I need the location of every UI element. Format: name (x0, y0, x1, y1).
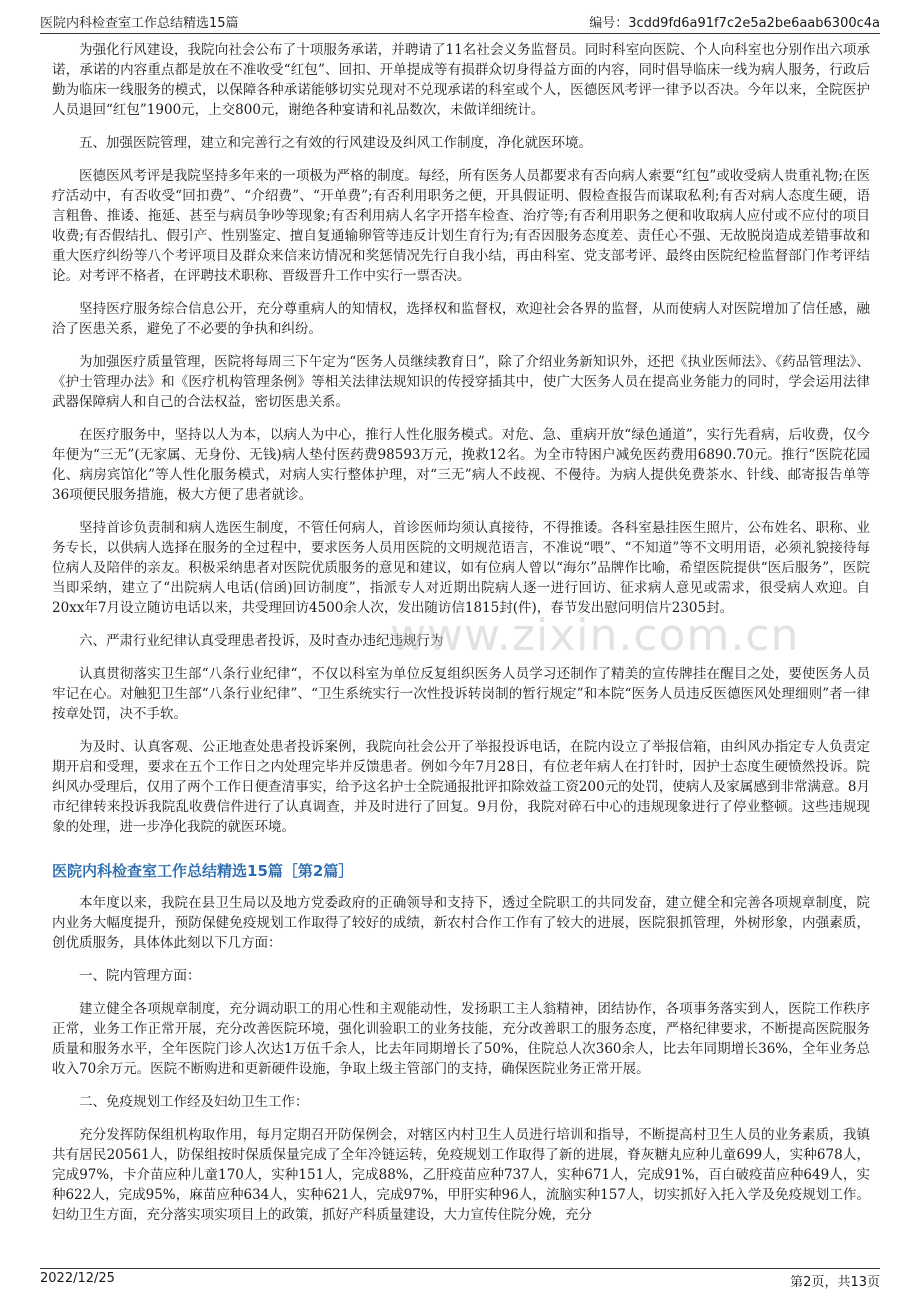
paragraph: 在医疗服务中，坚持以人为本，以病人为中心，推行人性化服务模式。对危、急、重病开放“绿色通道”，实行先看病，后收费，仅今年便为“三无”(无家属、无身份、无钱)病人垫付医药费98593万元，挽救12名。为全市特困户减免医药费用6890.70元。推行“医院花园化、病房宾馆化”等人性化服务模式，对病人实行整体护理，对“三无”病人不歧视、不僈待。为病人提供免费茶水、针线、邮寄报告单等36项便民服务措施，极大方便了患者就诊。 (52, 427, 870, 503)
section-heading: 五、加强医院管理，建立和完善行之有效的行风建设及纠风工作制度，净化就医环境。 (79, 135, 592, 151)
document-body (52, 40, 870, 1238)
watermark: www.zixin.com.cn (390, 610, 800, 661)
section-heading: 六、严肃行业纪律认真受理患者投诉，及时查办违纪违规行为 (79, 633, 444, 649)
footer-rule (40, 1268, 880, 1269)
footer-page-info: 第2页，共13页 (790, 1275, 880, 1290)
header-rule (40, 33, 880, 34)
paragraph: 充分发挥防保组机构取作用，每月定期召开防保例会，对辖区内村卫生人员进行培训和指导，不断提高村卫生人员的业务素质，我镇共有居民20561人，防保组按时保质保量完成了全年冷链运转，免疫规划工作取得了新的进展，脊灰糖丸应种儿童699人，实种678人，完成97%，卡介苗应种儿童170人，实种151人，完成88%，乙肝疫苗应种737人，实种671人，完成91%，百白破疫苗应种649人，实种622人，完成95%，麻苗应种634人，实种621人，完成97%，甲肝实种96人，流脑实种157人，切实抓好入托入学及免疫规划工作。妇幼卫生方面，充分落实项实项目上的政策，抓好产科质量建设，大力宣传住院分娩，充分 (52, 1127, 870, 1223)
header-doc-code: 编号：3cdd9fd6a91f7c2e5a2be6aab6300c4a (589, 16, 880, 31)
paragraph: 为强化行风建设，我院向社会公布了十项服务承诺，并聘请了11名社会义务监督员。同时科室向医院、个人向科室也分别作出六项承诺，承诺的内容重点都是放在不准收受“红包”、回扣、开单提成等有损群众切身得益方面的内容，同时倡导临床一线为病人服务，行政后勤为临床一线服务的模式，以保障各种承诺能够切实兑现对不兑现承诺的科室或个人，医德医风考评一律予以否决。今年以来，全院医护人员退回“红包”1900元，上交800元，谢绝各种宴请和礼品数次，未做详细统计。 (52, 42, 870, 118)
paragraph: 为及时、认真客观、公正地查处患者投诉案例，我院向社会公开了举报投诉电话，在院内设立了举报信箱，由纠风办指定专人负责定期开启和受理，要求在五个工作日之内处理完毕并反馈患者。例如今年7月28日，有位老年病人在打针时，因护士态度生硬愤然投诉。院纠风办受理后，仅用了两个工作日便查清事实，给予这名护士全院通报批评扣除效益工资200元的处罚，使病人及家属感到非常满意。8月市纪律转来投诉我院乱收费信件进行了认真调查，并及时进行了回复。9月份，我院对碎石中心的违规现象进行了停业整顿。这些违规现象的处理，进一步净化我院的就医环境。 (52, 739, 870, 835)
paragraph: 认真贯彻落实卫生部“八条行业纪律“，不仅以科室为单位反复组织医务人员学习还制作了精美的宣传牌挂在醒目之处，要使医务人员牢记在心。对触犯卫生部“八条行业纪律”、“卫生系统实行一次性投诉转岗制的暂行规定”和本院“医务人员违反医德医风处理细则”者一律按章处罚，决不手软。 (52, 666, 870, 722)
paragraph: 医德医风考评是我院坚持多年来的一项极为严格的制度。每经，所有医务人员都要求有否向病人索要“红包”或收受病人贵重礼物;在医疗活动中，有否收受“回扣费”、“介绍费”、“开单费”;有否利用职务之便，开具假证明、假检查报告而谋取私利;有否对病人态度生硬，语言粗鲁、推诿、拖延、甚至与病员争吵等现象;有否利用病人名字开搭车检查、治疗等;有否利用职务之便和收取病人应付或不应付的项目收费;有否假结扎、假引产、性别鉴定、擅自复通输卵管等违反计划生育行为;有否因服务态度差、责任心不强、无故脱岗造成差错事故和重大医疗纠纷等八个考评项目及群众来信来访情况和奖惩情况先行自我小结，再由科室、党支部考评、最终由医院纪检监督部门作考评结论。对考评不格者，在评聘技术职称、晋级晋升工作中实行一票否决。 (52, 168, 870, 284)
paragraph: 本年度以来，我院在县卫生局以及地方党委政府的正确领导和支持下，透过全院职工的共同发奋，建立健全和完善各项规章制度，院内业务大幅度提升，预防保健免疫规划工作取得了较好的成绩，新农村合作工作有了较大的进展，医院狠抓管理，外树形象，内强素质，创优质服务，具体体此刻以下几方面： (52, 895, 870, 951)
article-title: 医院内科检查室工作总结精选15篇［第2篇］ (52, 862, 354, 880)
paragraph: 建立健全各项规章制度，充分调动职工的用心性和主观能动性，发扬职工主人翁精神，团结协作，各项事务落实到人，医院工作秩序正常，业务工作正常开展，充分改善医院环境，强化训验职工的业务技能，充分改善职工的服务态度，严格纪律要求，不断提高医院服务质量和服务水平，全年医院门诊人次达1万伍千余人，比去年同期增长了50%，住院总人次360余人，比去年同期增长36%，全年业务总收入70余万元。医院不断购进和更新硬件设施，争取上级主管部门的支持，确保医院业务正常开展。 (52, 1001, 870, 1077)
paragraph: 坚持首诊负责制和病人选医生制度，不管任何病人，首诊医师均须认真接待，不得推诿。各科室悬挂医生照片，公布姓名、职称、业务专长，以供病人选择在服务的全过程中，要求医务人员用医院的文明规范语言，不准说“喂”、“不知道”等不文明用语，必须礼貌接待每位病人及陪伴的亲友。积极采纳患者对医院优质服务的意见和建议，如有位病人曾以“海尔”品牌作比喻，希望医院提供“医后服务”，医院当即采纳，建立了“出院病人电话(信函)回访制度”，指派专人对近期出院病人逐一进行回访、征求病人意见或需求，很受病人欢迎。自20xx年7月设立随访电话以来，共受理回访4500余人次，发出随访信1815封(件)，春节发出慰问明信片2305封。 (52, 520, 870, 616)
paragraph: 为加强医疗质量管理，医院将每周三下午定为“医务人员继续教育日”，除了介绍业务新知识外，还把《执业医师法》、《药品管理法》、《护士管理办法》和《医疗机构管理条例》等相关法律法规知识的传授穿插其中，使广大医务人员在提高业务能力的同时，学会运用法律武器保障病人和自己的合法权益，密切医患关系。 (52, 354, 870, 410)
footer-date: 2022/12/25 (40, 1271, 115, 1286)
header-doc-title: 医院内科检查室工作总结精选15篇 (40, 16, 239, 31)
section-heading: 一、院内管理方面： (79, 968, 201, 984)
paragraph: 坚持医疗服务综合信息公开，充分尊重病人的知情权，选择权和监督权，欢迎社会各界的监督，从而使病人对医院增加了信任感，融洽了医患关系，避免了不必要的争执和纠纷。 (52, 301, 870, 337)
page-footer (0, 1271, 920, 1302)
section-heading: 二、免疫规划工作经及妇幼卫生工作： (79, 1094, 309, 1110)
